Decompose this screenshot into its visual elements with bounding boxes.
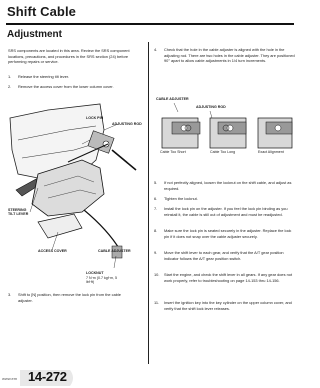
step-text: Tighten the locknut. — [164, 196, 198, 201]
step-number: 1. — [8, 74, 12, 79]
label-access-cover: ACCESS COVER — [38, 249, 67, 253]
site-watermark: www.em — [2, 376, 18, 381]
step-number: 3. — [8, 292, 12, 297]
step-10 — [154, 272, 296, 296]
step-number: 4. — [154, 47, 158, 52]
step-8 — [154, 228, 296, 246]
step-text: Release the steering tilt lever. — [18, 74, 70, 79]
label-cable-adjuster-fig2: CABLE ADJUSTER — [156, 97, 189, 101]
label-adjusting-rod-fig2: ADJUSTING ROD — [196, 105, 226, 109]
label-locknut: LOCKNUT — [86, 271, 104, 275]
step-text: Shift to [N] position, then remove the lock pin from the cable adjuster. — [18, 292, 121, 303]
step-text: Make sure the lock pin is seated securely in the adjuster. Replace the lock pin if it does not snap over the cable adjuster securely. — [164, 228, 292, 239]
label-adjusting-rod: ADJUSTING ROD — [112, 122, 142, 126]
label-locknut-torque: 7 N·m (0.7 kgf·m, 5 lbf·ft) — [86, 276, 117, 284]
caption-too-long: Cable Too Long — [210, 150, 236, 154]
step-4 — [154, 47, 296, 81]
step-1 — [8, 74, 144, 80]
steering-column-figure — [8, 100, 144, 305]
step-text: Insert the ignition key into the key cylinder on the upper column cover, and verify that the shift lock lever releases. — [164, 300, 292, 311]
step-text: Remove the access cover from the lower column cover. — [18, 84, 114, 89]
step-text: If not perfectly aligned, loosen the locknut on the shift cable, and adjust as required. — [164, 180, 292, 191]
step-3 — [8, 292, 144, 304]
srs-intro-paragraph: SRS components are located in this area. Review the SRS component locations, precautions, and procedures in the SRS section (24) before performing repairs or service. — [8, 48, 130, 65]
step-number: 2. — [8, 84, 12, 89]
page-number: 14-272 — [28, 369, 67, 384]
step-text: Move the shift lever to each gear, and verify that the A/T gear position indicator follows the A/T gear position switch. — [164, 250, 284, 261]
page-title: Shift Cable — [7, 4, 76, 19]
step-number: 8. — [154, 228, 158, 233]
step-number: 9. — [154, 250, 158, 255]
step-number: 11. — [154, 300, 160, 305]
step-5 — [154, 180, 296, 192]
caption-exact-alignment: Exact Alignment — [258, 150, 284, 154]
step-number: 7. — [154, 206, 158, 211]
step-text: Start the engine, and check the shift lever in all gears. If any gear does not work properly, refer to troubleshooting on page 14-153 thru 14-156. — [164, 272, 293, 283]
step-9 — [154, 250, 296, 268]
label-cable-adjuster: CABLE ADJUSTER — [98, 249, 131, 253]
step-text: Install the lock pin on the adjuster. If you feel the lock pin binding as you reinstall it, the cable is still out of adjustment and must be readjusted. — [164, 206, 288, 217]
step-2 — [8, 84, 144, 96]
step-text: Check that the hole in the cable adjuster is aligned with the hole in the adjusting rod. There are two holes in the cable adjuster. They are positioned 90° apart to allow cable adjustments in 1/4 turn increments. — [164, 47, 295, 64]
caption-too-short: Cable Too Short — [160, 150, 186, 154]
label-lock-pin: LOCK PIN — [86, 116, 104, 120]
step-7 — [154, 206, 296, 224]
step-11 — [154, 300, 296, 318]
step-number: 6. — [154, 196, 158, 201]
label-steering-tilt-lever: STEERING TILT LEVER — [8, 208, 29, 216]
step-6 — [154, 196, 296, 202]
section-title: Adjustment — [7, 29, 62, 40]
column-divider — [148, 42, 149, 364]
step-number: 5. — [154, 180, 158, 185]
adjuster-alignment-figure — [154, 100, 296, 172]
step-number: 10. — [154, 272, 160, 277]
title-divider — [6, 23, 294, 25]
